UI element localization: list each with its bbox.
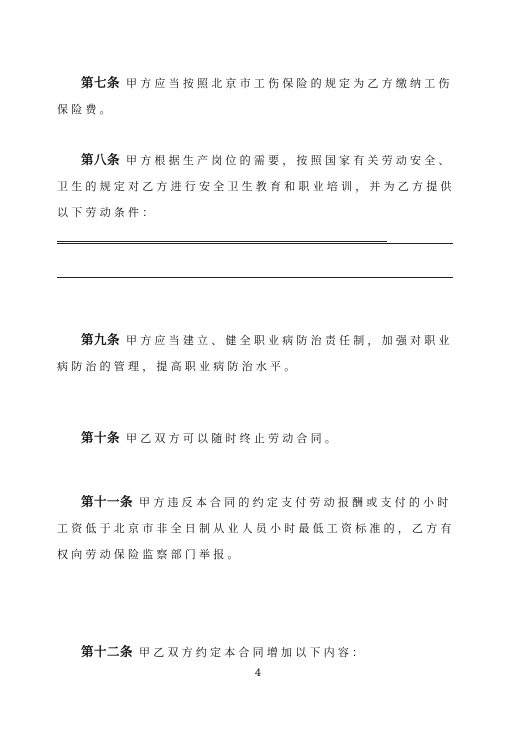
article-text: 甲乙双方可以随时终止劳动合同。 [126, 432, 340, 445]
fill-in-blank-line [57, 277, 453, 278]
article-7 [57, 70, 461, 123]
article-text: 甲方根据生产岗位的需要，按照国家有关劳动安全、卫生的规定对乙方进行安全卫生教育和职业培训，并为乙方提供以下劳动条件： [57, 154, 455, 219]
article-heading: 第八条 [81, 152, 121, 167]
article-text: 甲乙双方约定本合同增加以下内容： [139, 646, 367, 659]
article-8 [57, 147, 461, 252]
article-heading: 第十二条 [81, 644, 134, 659]
article-heading: 第十条 [81, 430, 121, 445]
article-heading: 第七条 [81, 75, 121, 90]
fill-in-blank-line [57, 229, 387, 242]
fill-in-blank-line [57, 243, 453, 244]
article-text: 甲方违反本合同的约定支付劳动报酬或支付的小时工资低于北京市非全日制从业人员小时最低工资标准的，乙方有权向劳动保险监察部门举报。 [57, 496, 455, 561]
article-9 [57, 327, 461, 380]
article-10 [57, 425, 461, 452]
article-heading: 第十一条 [81, 494, 134, 509]
article-12 [57, 639, 461, 666]
article-text: 甲方应当按照北京市工伤保险的规定为乙方缴纳工伤保险费。 [57, 77, 453, 116]
article-heading: 第九条 [81, 332, 121, 347]
article-11 [57, 489, 461, 568]
article-text: 甲方应当建立、健全职业病防治责任制，加强对职业病防治的管理，提高职业病防治水平。 [57, 334, 453, 373]
page-number: 4 [254, 668, 262, 679]
